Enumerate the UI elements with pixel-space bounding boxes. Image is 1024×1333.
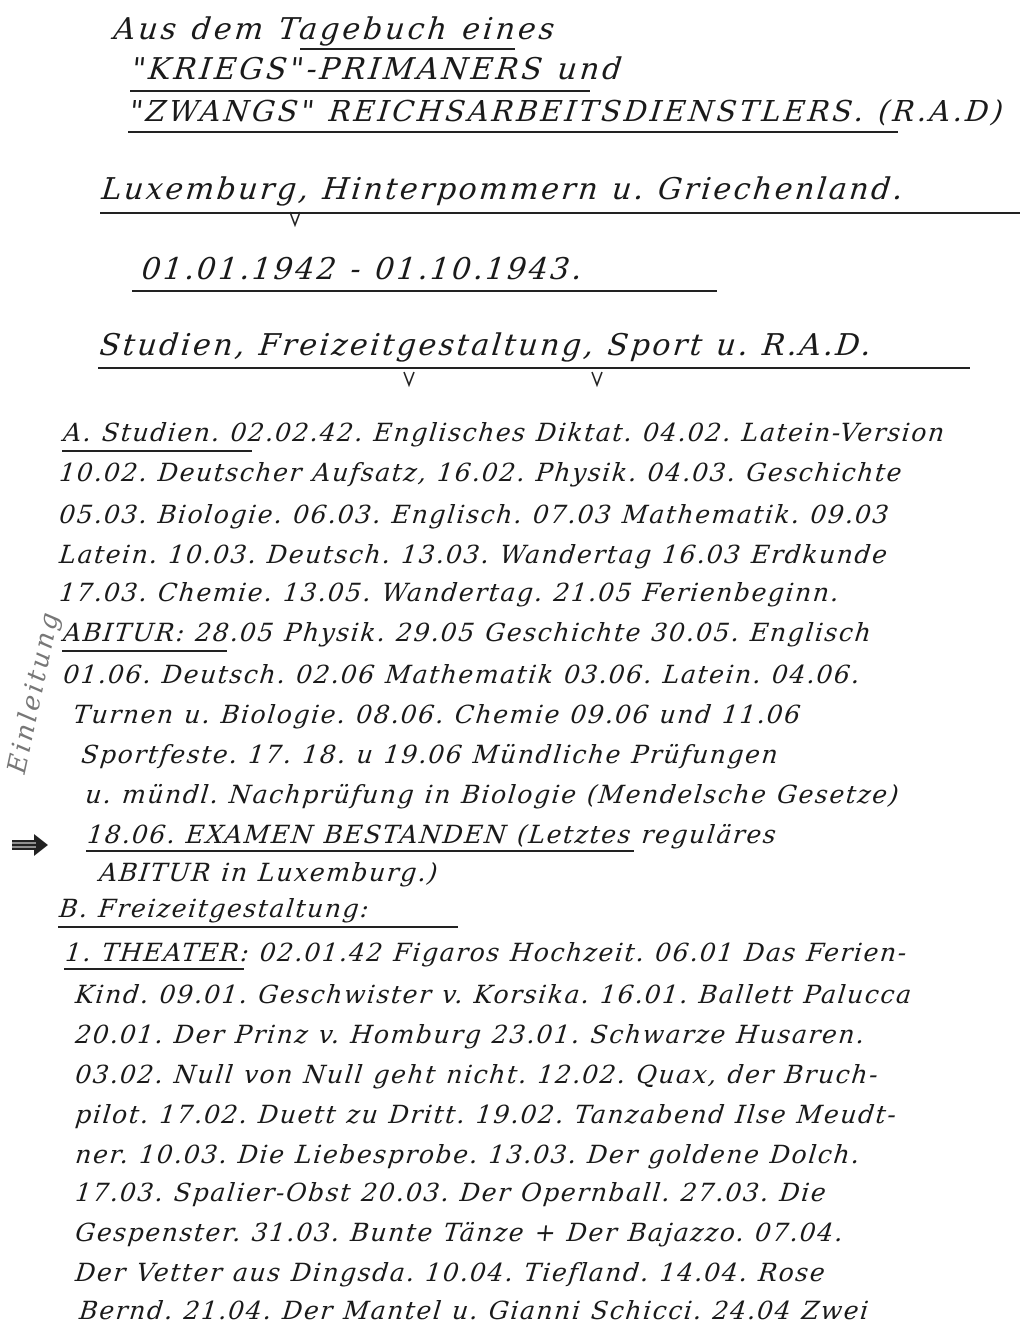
- section-a-line-5: 17.03. Chemie. 13.05. Wandertag. 21.05 Ferienbeginn.: [58, 578, 842, 607]
- places-line: Luxemburg, Hinterpommern u. Griechenland.: [100, 172, 907, 207]
- section-b-line-2: Kind. 09.01. Geschwister v. Korsika. 16.01. Ballett Palucca: [74, 980, 915, 1009]
- tick-mark-1: [288, 210, 302, 228]
- title-line-1: Aus dem Tagebuch eines: [112, 12, 560, 47]
- title-underline-tagebuch: [300, 48, 515, 50]
- section-a-line-9: Sportfeste. 17. 18. u 19.06 Mündliche Prüfungen: [80, 740, 781, 769]
- dates-line: 01.01.1942 - 01.10.1943.: [140, 252, 586, 287]
- title-line-2: "KRIEGS"-PRIMANERS und: [130, 52, 627, 87]
- title-line-3: "ZWANGS" REICHSARBEITSDIENSTLERS. (R.A.D): [128, 94, 1008, 128]
- section-b-heading: B. Freizeitgestaltung:: [58, 894, 372, 923]
- section-a-line-7: 01.06. Deutsch. 02.06 Mathematik 03.06. Latein. 04.06.: [62, 660, 863, 689]
- topics-line: Studien, Freizeitgestaltung, Sport u. R.A.D.: [98, 328, 876, 363]
- section-a-line-10: u. mündl. Nachprüfung in Biologie (Mendelsche Gesetze): [84, 780, 902, 809]
- section-b-line-8: Gespenster. 31.03. Bunte Tänze + Der Bajazzo. 07.04.: [74, 1218, 846, 1247]
- section-a-line-11: 18.06. EXAMEN BESTANDEN (Letztes reguläres: [86, 820, 780, 849]
- section-a-heading-underline: [62, 450, 252, 452]
- section-a-line-4: Latein. 10.03. Deutsch. 13.03. Wandertag 16.03 Erdkunde: [58, 540, 891, 569]
- tick-mark-3: [590, 370, 604, 388]
- section-b-line-1: 1. THEATER: 02.01.42 Figaros Hochzeit. 06.01 Das Ferien-: [64, 938, 910, 967]
- section-a-line-1: A. Studien. 02.02.42. Englisches Diktat. 04.02. Latein-Version: [62, 418, 948, 447]
- abitur-underline: [62, 650, 227, 652]
- section-b-line-6: ner. 10.03. Die Liebesprobe. 13.03. Der goldene Dolch.: [74, 1140, 863, 1169]
- section-b-line-4: 03.02. Null von Null geht nicht. 12.02. Quax, der Bruch-: [74, 1060, 881, 1089]
- margin-note: Einleitung: [2, 607, 66, 777]
- section-b-line-3: 20.01. Der Prinz v. Homburg 23.01. Schwarze Husaren.: [74, 1020, 868, 1049]
- section-a-line-2: 10.02. Deutscher Aufsatz, 16.02. Physik. 04.03. Geschichte: [58, 458, 905, 487]
- topics-underline: [98, 367, 970, 369]
- places-underline: [100, 212, 1020, 214]
- title-underline-primaners: [130, 90, 590, 92]
- section-b-line-7: 17.03. Spalier-Obst 20.03. Der Opernball. 27.03. Die: [74, 1178, 829, 1207]
- section-b-line-9: Der Vetter aus Dingsda. 10.04. Tiefland. 14.04. Rose: [74, 1258, 828, 1287]
- section-b-line-10: Bernd. 21.04. Der Mantel u. Gianni Schicci. 24.04 Zwei: [78, 1296, 872, 1325]
- dates-underline: [132, 290, 717, 292]
- theater-underline: [64, 968, 244, 970]
- section-a-line-12: ABITUR in Luxemburg.): [98, 858, 441, 887]
- tick-mark-2: [402, 370, 416, 388]
- section-a-line-8: Turnen u. Biologie. 08.06. Chemie 09.06 und 11.06: [72, 700, 804, 729]
- section-a-line-6: ABITUR: 28.05 Physik. 29.05 Geschichte 30.05. Englisch: [62, 618, 874, 647]
- section-b-heading-underline: [58, 926, 458, 928]
- section-b-line-5: pilot. 17.02. Duett zu Dritt. 19.02. Tanzabend Ilse Meudt-: [74, 1100, 900, 1129]
- title-underline-reichsarbeitsdienstlers: [128, 131, 898, 133]
- section-a-line-3: 05.03. Biologie. 06.03. Englisch. 07.03 Mathematik. 09.03: [58, 500, 892, 529]
- arrow-right-icon: [10, 830, 50, 860]
- examen-underline: [86, 850, 634, 852]
